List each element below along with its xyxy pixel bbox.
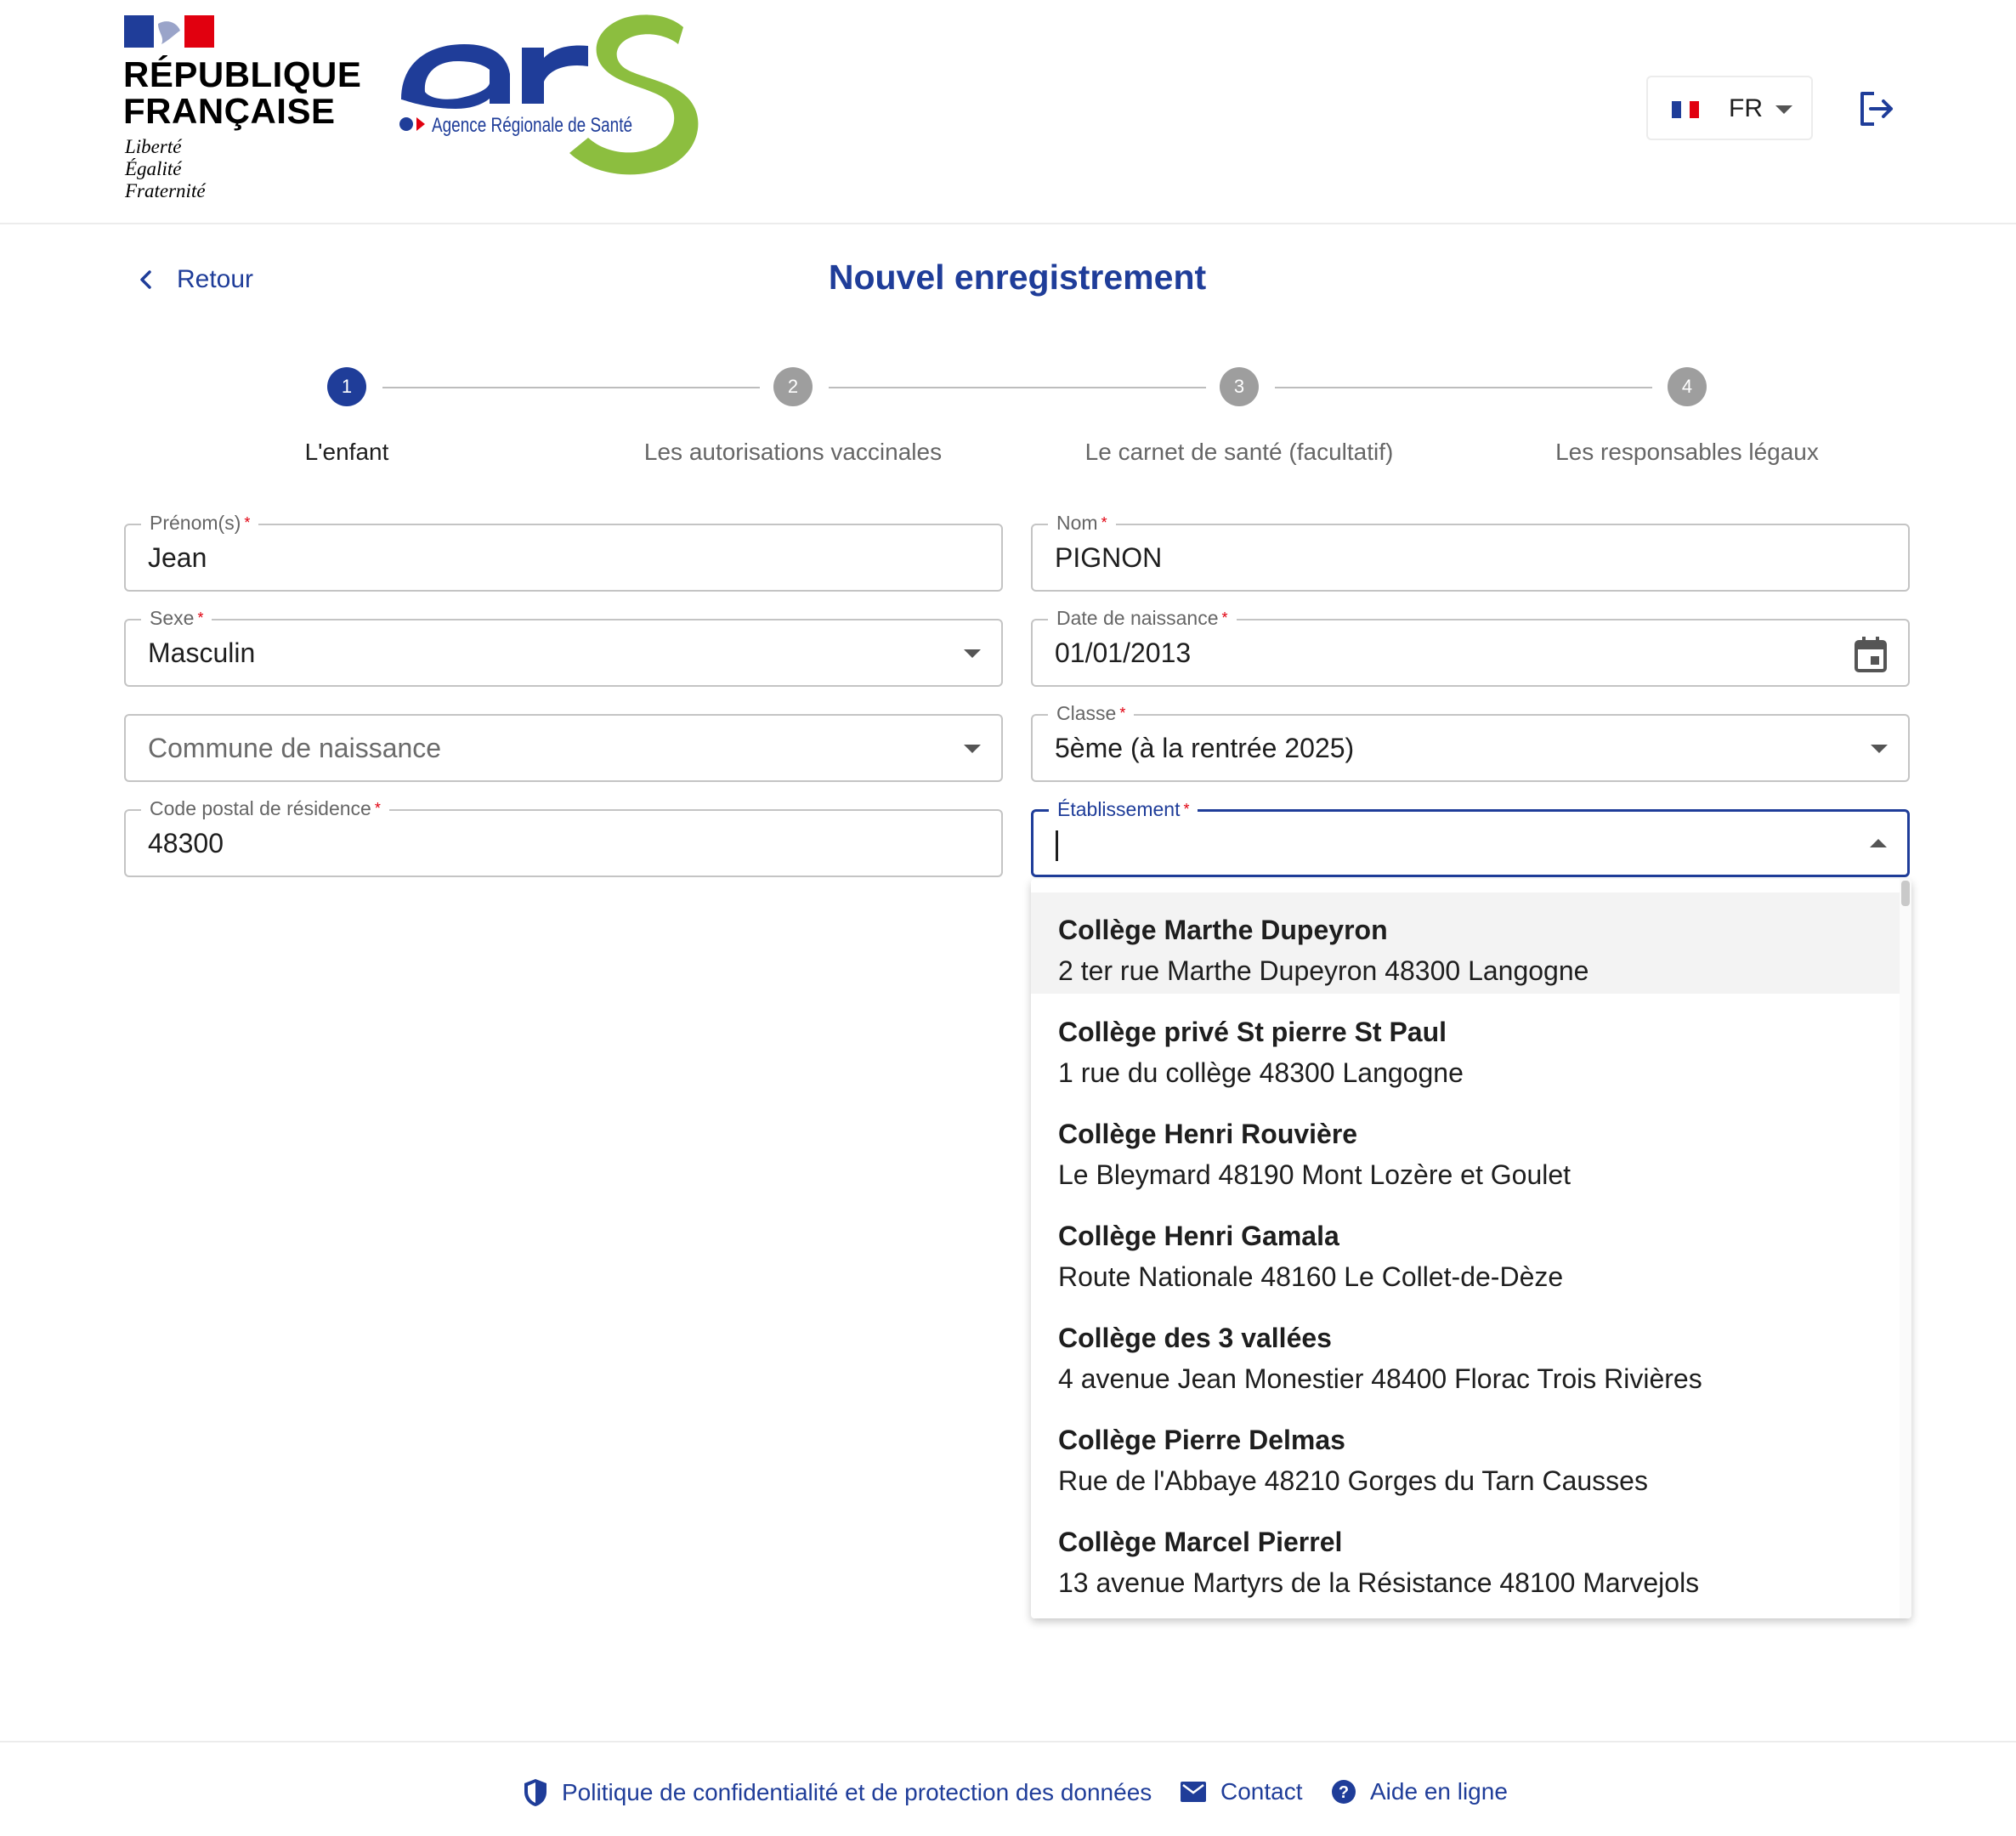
privacy-link[interactable] xyxy=(523,1778,1152,1807)
etablissement-autocomplete[interactable] xyxy=(1031,798,1910,877)
code-postal-label: Code postal de résidence * xyxy=(141,796,389,821)
marianne-flag-icon xyxy=(124,15,214,48)
option-address: Le Bleymard 48190 Mont Lozère et Goulet xyxy=(1058,1159,1571,1190)
step-4-label: Les responsables légaux xyxy=(1555,439,1819,465)
option-name: Collège Henri Gamala xyxy=(1058,1221,1339,1251)
option-address: 2 ter rue Marthe Dupeyron 48300 Langogne xyxy=(1058,955,1589,986)
option-address: 13 avenue Martyrs de la Résistance 48100 Marvejols xyxy=(1058,1567,1700,1598)
option-address: Rue de l'Abbaye 48210 Gorges du Tarn Causses xyxy=(1058,1465,1648,1496)
prenom-value: Jean xyxy=(148,542,207,573)
prenom-field[interactable] xyxy=(124,512,1003,592)
option-name: Collège privé St pierre St Paul xyxy=(1058,1017,1447,1047)
footer-divider xyxy=(0,1741,2016,1742)
option-name: Collège Marcel Pierrel xyxy=(1058,1527,1343,1557)
help-link[interactable] xyxy=(1331,1778,1508,1805)
sexe-select[interactable] xyxy=(124,607,1003,687)
chevron-down-icon xyxy=(1775,105,1792,114)
chevron-down-icon[interactable] xyxy=(1871,745,1888,753)
back-label: Retour xyxy=(177,265,254,293)
step-connector xyxy=(1275,387,1652,388)
etablissement-options-list[interactable] xyxy=(1031,879,1911,1618)
help-link-label: Aide en ligne xyxy=(1370,1778,1508,1805)
nom-label: Nom * xyxy=(1048,510,1116,536)
list-item[interactable] xyxy=(1031,892,1900,994)
option-name: Collège des 3 vallées xyxy=(1058,1323,1332,1353)
scrollbar-thumb[interactable] xyxy=(1901,881,1910,906)
classe-select[interactable] xyxy=(1031,702,1910,782)
option-address: Route Nationale 48160 Le Collet-de-Dèze xyxy=(1058,1261,1564,1292)
step-1-indicator[interactable]: 1 xyxy=(327,367,366,406)
page-title: Nouvel enregistrement xyxy=(828,258,1207,297)
commune-naissance-placeholder: Commune de naissance xyxy=(148,733,442,763)
text-cursor xyxy=(1056,830,1058,861)
language-selector[interactable] xyxy=(1646,76,1813,140)
option-address: 1 rue du collège 48300 Langogne xyxy=(1058,1057,1464,1088)
calendar-icon[interactable] xyxy=(1854,636,1888,673)
etablissement-label: Établissement * xyxy=(1049,796,1198,822)
classe-label: Classe * xyxy=(1048,700,1134,726)
option-name: Collège Pierre Delmas xyxy=(1058,1425,1345,1455)
step-4-indicator[interactable]: 4 xyxy=(1668,367,1707,406)
contact-link-label: Contact xyxy=(1220,1778,1303,1805)
language-code: FR xyxy=(1729,94,1763,122)
step-connector xyxy=(382,387,760,388)
step-3-indicator[interactable]: 3 xyxy=(1220,367,1259,406)
header xyxy=(0,0,2016,224)
privacy-link-label: Politique de confidentialité et de protection des données xyxy=(562,1779,1152,1805)
list-item[interactable] xyxy=(1031,1096,1900,1198)
date-naissance-value: 01/01/2013 xyxy=(1055,638,1192,668)
list-item[interactable] xyxy=(1031,994,1900,1096)
step-2-indicator[interactable]: 2 xyxy=(773,367,813,406)
chevron-down-icon[interactable] xyxy=(964,649,981,658)
contact-link[interactable] xyxy=(1180,1778,1303,1805)
help-icon xyxy=(1331,1779,1356,1805)
code-postal-value: 48300 xyxy=(148,828,224,858)
step-3-label: Le carnet de santé (facultatif) xyxy=(1084,439,1394,465)
step-connector xyxy=(829,387,1206,388)
french-flag-icon xyxy=(1672,101,1699,118)
prenom-label: Prénom(s) * xyxy=(141,510,258,536)
scrollbar[interactable] xyxy=(1900,879,1911,1618)
step-2-label: Les autorisations vaccinales xyxy=(643,439,943,465)
list-item[interactable] xyxy=(1031,1504,1900,1606)
svg-text:?: ? xyxy=(1338,1783,1350,1802)
classe-value: 5ème (à la rentrée 2025) xyxy=(1055,733,1355,763)
shield-icon xyxy=(523,1778,548,1807)
ars-logo xyxy=(396,10,702,184)
nom-value: PIGNON xyxy=(1055,542,1163,573)
option-name: Collège Henri Rouvière xyxy=(1058,1119,1358,1149)
commune-naissance-select[interactable] xyxy=(124,714,1003,782)
list-item[interactable] xyxy=(1031,1402,1900,1504)
chevron-up-icon[interactable] xyxy=(1870,839,1887,847)
date-naissance-field[interactable] xyxy=(1031,607,1910,687)
sexe-label: Sexe * xyxy=(141,605,212,631)
code-postal-field[interactable] xyxy=(124,797,1003,877)
sexe-value: Masculin xyxy=(148,638,256,668)
republique-francaise-title: RÉPUBLIQUE FRANÇAISE xyxy=(123,54,362,131)
list-item[interactable] xyxy=(1031,1198,1900,1300)
republique-motto: Liberté Égalité Fraternité xyxy=(125,136,206,201)
chevron-down-icon[interactable] xyxy=(964,745,981,753)
step-1-label: L'enfant xyxy=(304,439,389,465)
ars-tagline: Agence Régionale de Santé xyxy=(432,114,632,137)
option-name: Collège Marthe Dupeyron xyxy=(1058,915,1388,945)
nom-field[interactable] xyxy=(1031,512,1910,592)
mail-icon xyxy=(1180,1781,1207,1803)
list-item[interactable] xyxy=(1031,1300,1900,1402)
option-address: 4 avenue Jean Monestier 48400 Florac Trois Rivières xyxy=(1058,1363,1702,1394)
logout-icon[interactable] xyxy=(1855,88,1896,129)
date-naissance-label: Date de naissance * xyxy=(1048,605,1237,631)
